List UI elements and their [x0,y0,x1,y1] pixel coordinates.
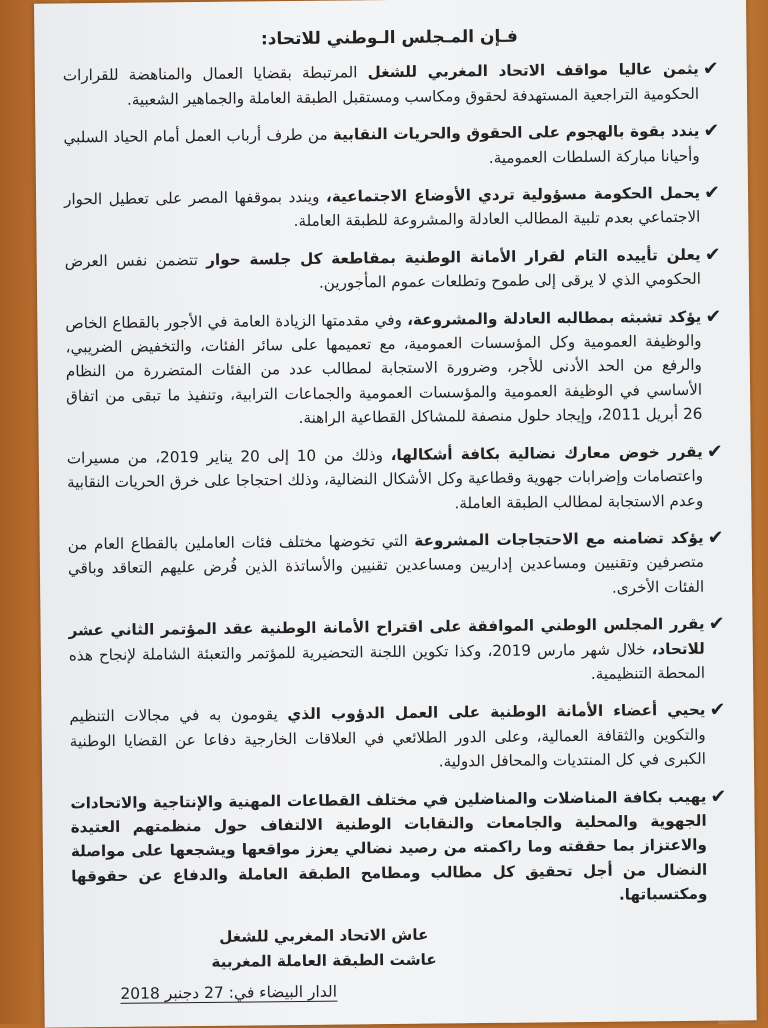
list-item [64,181,718,237]
checkmark-icon: ✔ [705,242,721,267]
signature-block [72,919,726,976]
item-lead-text: يعلن تأييده التام لقرار الأمانة الوطنية بمقاطعة كل جلسة حوار [206,246,701,269]
item-body-text: من طرف أرباب العمل أمام الحياد السلبي وأحيانا مباركة السلطات العمومية. [63,126,699,167]
checkmark-icon: ✔ [704,181,720,206]
date-text: الدار البيضاء في: 27 دجنبر 2018 [120,982,337,1003]
checkmark-icon: ✔ [709,612,725,637]
checkmark-icon: ✔ [705,304,721,329]
slogan-workers: عاشت الطبقة العاملة المغربية [72,944,726,976]
item-body-text: وذلك من 10 إلى 20 يناير 2019، من مسيرات واعتصامات وإضرابات جهوية وقطاعية وكل الأشكال النضالية، وذلك احتجاجا على خرق الحريات النقابية وعدم الاستجابة لمطالب الطبقة العاملة. [67,446,704,512]
list-item [65,242,719,298]
list-item [65,304,720,433]
list-item [70,784,725,913]
checkmark-icon: ✔ [710,784,726,809]
date-line [72,975,726,1006]
item-body-text: التي تخوضها مختلف فئات العاملين بالقطاع العام من متصرفين وتقنيين ومساعدين إداريين ومساعدين تقنيين والأساتذة الذين فُرض عليهم التعاقد وباقي الفئات الأخرى. [68,532,705,597]
list-item [67,439,722,519]
item-lead-text: يندد بقوة بالهجوم على الحقوق والحريات النقابية [333,122,700,144]
item-lead-text: يؤكد تضامنه مع الاحتجاجات المشروعة [414,529,703,550]
item-body-text: تتضمن نفس العرض الحكومي الذي لا يرقى إلى طموح وتطلعات عموم المأجورين. [65,251,701,292]
document-heading: فـإن المـجلس الـوطني للاتحاد: [62,23,716,54]
item-lead-text: يحمل الحكومة مسؤولية تردي الأوضاع الاجتماعية، [326,184,700,206]
item-body-text: وفي مقدمتها الزيادة العامة في الأجور بالقطاع الخاص والوظيفة العمومية وكل المؤسسات العمومية، مع تعميمها على سائر الفئات، والتخفيض الضريبي، والرفع من الحد الأدنى للأجر، وضرورة الاستجابة لمطالب عدد من الفئات المتضررة من النظام الأساسي في الوظيفة العمومية والمؤسسات العمومية والجماعات الترابية، وتنفيذ ما تبقى من اتفاق 26 أبريل 2011، وإيجاد حلول منصفة للمشاكل القطاعية الراهنة. [65,310,702,427]
document-sheet [34,0,757,1028]
item-body-text: المرتبطة بقضايا العمال والمناهضة للقرارات الحكومية التراجعية المستهدفة لحقوق ومكاسب ومستقبل الطبقة العاملة والجماهير الشعبية. [63,64,699,109]
checkmark-icon: ✔ [703,119,719,144]
item-lead-text: يثمن عاليا مواقف الاتحاد المغربي للشغل [367,60,698,81]
document-body [34,0,756,1007]
item-body-text: خلال شهر مارس 2019، وكذا تكوين اللجنة التحضيرية للمؤتمر والتعبئة الشاملة لإنجاح هذه المحطة التنظيمية. [69,640,705,683]
item-lead-text: يهيب بكافة المناضلات والمناضلين في مختلف القطاعات المهنية والإنتاجية والاتحادات الجهوية والمحلية والجامعات والنقابات الوطنية الالتفاف حول منظمتهم العتيدة والاعتزاز بما حققته وما راكمته من رصيد نضالي يعزز مواقعها ويشجعها على مواصلة النضال من أجل تحقيق كل مطالب ومطامح الطبقة العاملة والدفاع عن حقوقها ومكتسباتها. [70,787,707,904]
item-lead-text: يؤكد تشبثه بمطالبه العادلة والمشروعة، [407,307,701,328]
slogan-union: عاش الاتحاد المغربي للشغل [72,919,726,951]
list-item [69,698,724,778]
checkmark-icon: ✔ [709,698,725,723]
list-item [68,525,723,605]
checkmark-icon: ✔ [707,439,723,464]
checkmark-icon: ✔ [703,57,719,82]
item-lead-text: يقرر المجلس الوطني الموافقة على اقتراح الأمانة الوطنية عقد المؤتمر الثاني عشر للاتحاد، [68,615,704,658]
item-body-text: ويندد بموقفها المصر على تعطيل الحوار الاجتماعي بعدم تلبية المطالب العادلة والمشروعة للطبقة العاملة. [64,188,700,231]
list-item [63,57,717,113]
item-body-text: يقومون به في مجالات التنظيم والتكوين والثقافة العمالية، وعلى الدور الطلائعي في العلاقات الخارجية دفاعا عن القضايا الوطنية الكبرى في كل المنتديات والمحافل الدولية. [69,705,706,770]
checkmark-icon: ✔ [708,525,724,550]
list-item [68,612,723,692]
item-lead-text: يقرر خوض معارك نضالية بكافة أشكالها، [391,442,703,463]
decisions-list [63,57,726,913]
item-lead-text: يحيي أعضاء الأمانة الوطنية على العمل الدؤوب الذي [287,701,705,723]
list-item [63,119,717,175]
